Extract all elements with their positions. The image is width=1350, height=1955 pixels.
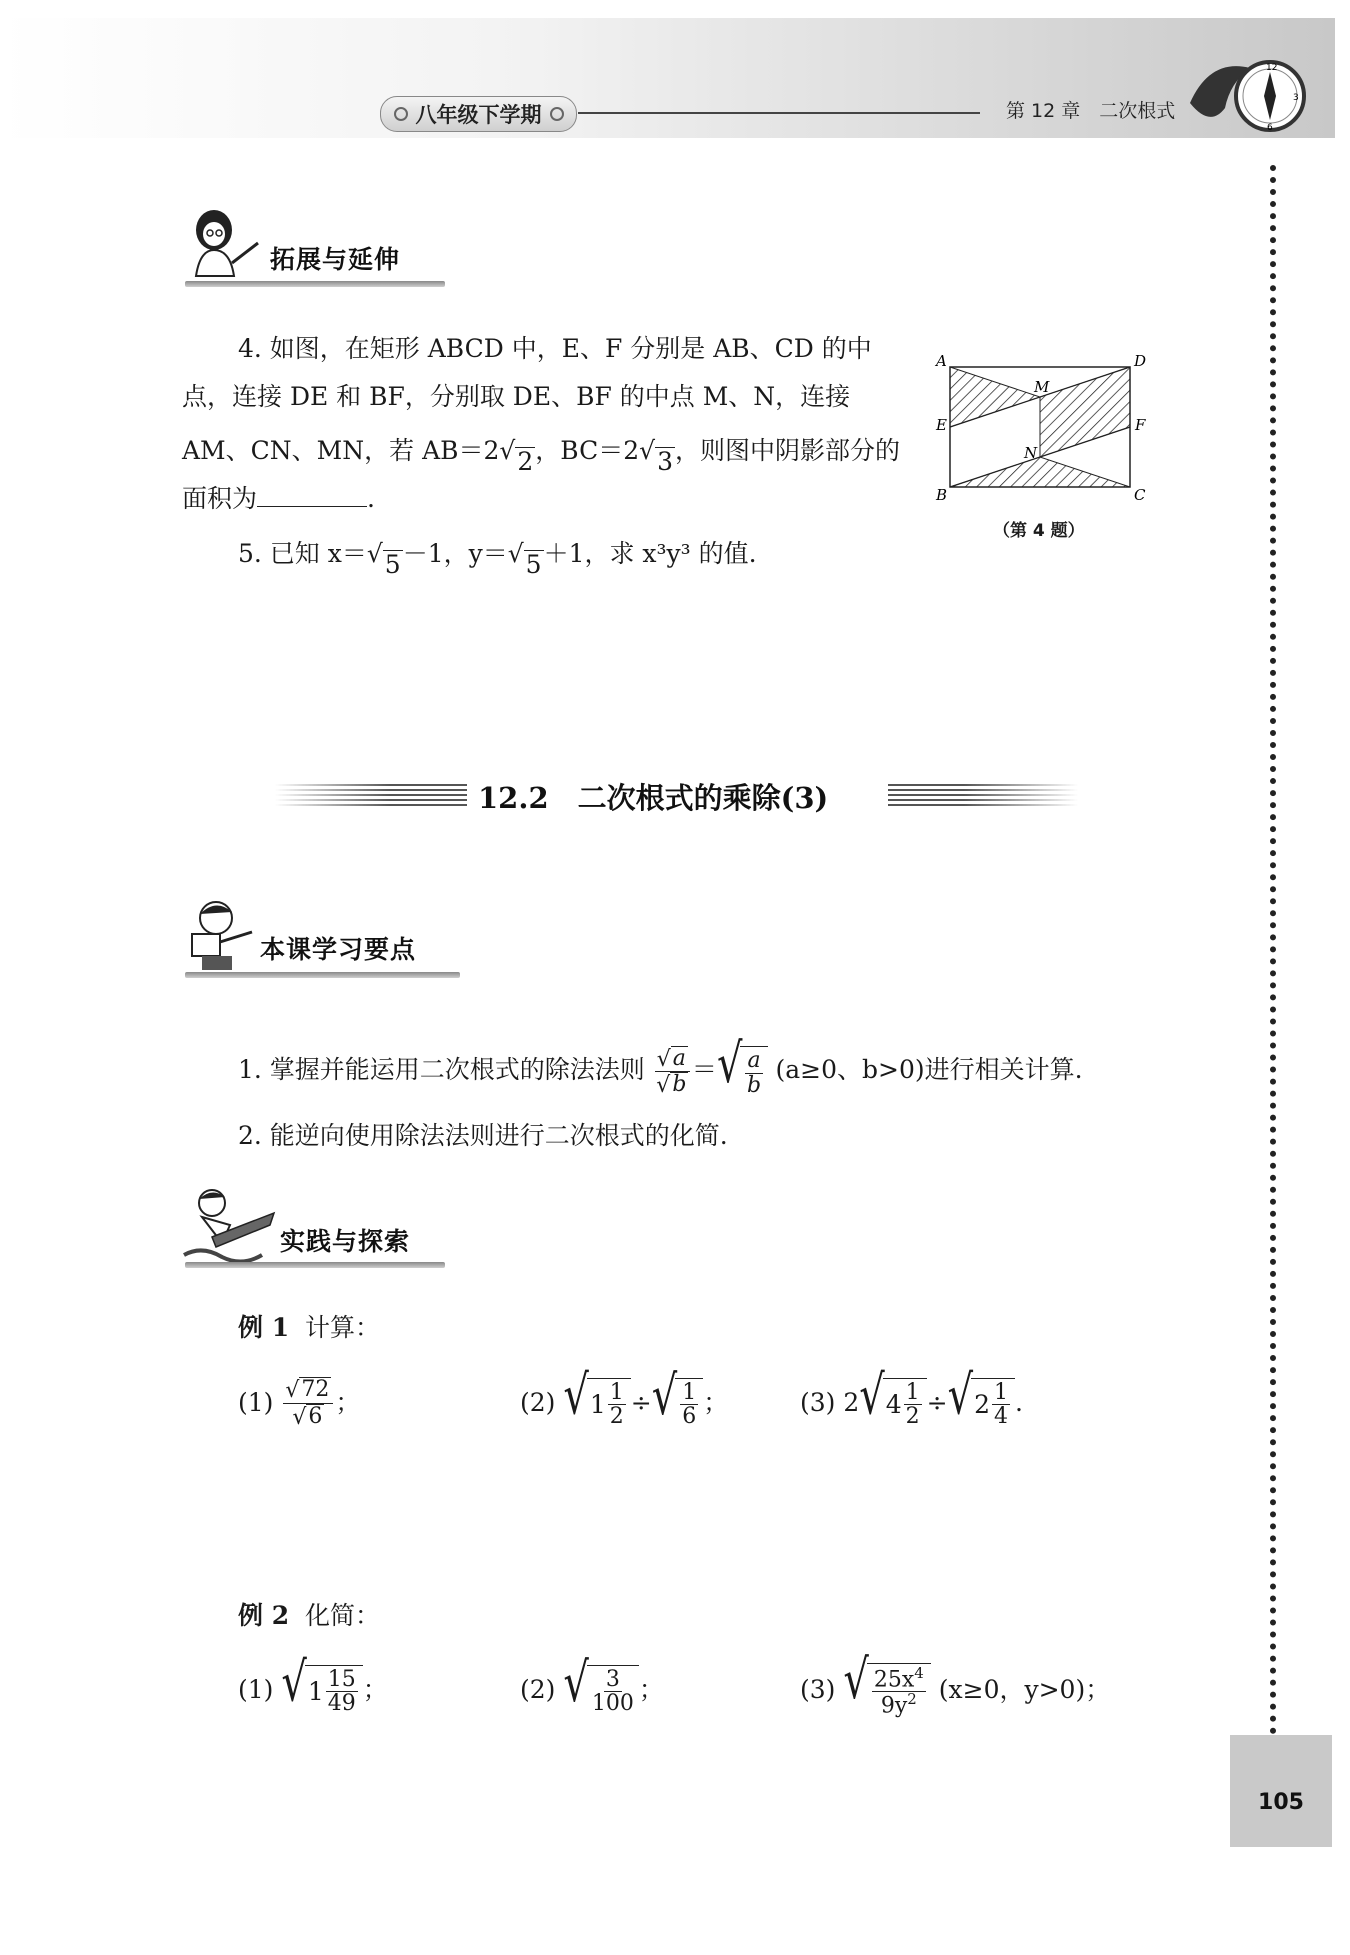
practice-label: 实践与探索 — [280, 1227, 411, 1256]
q5-a: 5. 已知 x＝ — [238, 539, 367, 568]
example-2-part-2 — [520, 1652, 664, 1725]
q4-end: . — [367, 484, 375, 513]
sqrt-mixed-2-1-4: √ 2 $\frac{1}{4}$ — [948, 1378, 1015, 1429]
q5-b: －1，y＝ — [402, 539, 508, 568]
sqrt-5b: √ 5 — [507, 539, 542, 579]
q4-line3-b: ，BC＝2 — [535, 436, 640, 465]
label-a: A — [936, 352, 947, 370]
circle-icon — [394, 107, 408, 121]
sqrt-1-6: √ $\frac{1}{6}$ — [652, 1378, 704, 1428]
equals-sign: ＝ — [691, 1055, 717, 1084]
figure-caption: （第 4 题） — [993, 521, 1085, 541]
teacher-mascot-icon — [182, 208, 262, 278]
margin-dots — [1270, 165, 1276, 1735]
q4-line3-c: ，则图中阴影部分的 — [674, 436, 900, 465]
label-d: D — [1134, 352, 1147, 370]
label-f: F — [1135, 416, 1146, 434]
semicolon: ； — [638, 1675, 664, 1704]
sqrt-mixed-4-1-2: √ 4 $\frac{1}{2}$ — [859, 1378, 926, 1429]
part-tag: (2) — [520, 1388, 556, 1417]
student-mascot-icon — [182, 898, 262, 978]
title-bar-left — [275, 784, 467, 806]
semicolon: ； — [703, 1388, 729, 1417]
sqrt-mixed-1-15-49: √ 1 $\frac{15}{49}$ — [281, 1665, 362, 1716]
q5-text — [238, 530, 757, 578]
section-title: 12.2 二次根式的乘除(3) — [478, 781, 829, 815]
q4-line4-text: 面积为 — [182, 484, 258, 513]
header-rule — [578, 112, 980, 114]
label-c: C — [1134, 486, 1146, 502]
part-tag: (1) — [238, 1675, 274, 1704]
label-b: B — [936, 486, 948, 502]
svg-text:3: 3 — [1293, 93, 1299, 103]
compass-icon — [1180, 48, 1310, 138]
frac-sqrt72-over-sqrt6: √ 72 √ 6 — [283, 1377, 333, 1428]
sqrt-a-over-b: √ $\frac{a}{b}$ — [717, 1046, 768, 1096]
title-bar-right — [888, 784, 1078, 806]
grade-badge — [380, 96, 577, 132]
example-1-part-2 — [520, 1364, 729, 1438]
surfer-mascot-icon — [182, 1185, 277, 1270]
divide-sign: ÷ — [926, 1388, 948, 1417]
condition: (x≥0，y>0)； — [938, 1675, 1111, 1704]
page-number: 105 — [1258, 1790, 1304, 1815]
svg-text:12: 12 — [1266, 63, 1278, 73]
key-points-label: 本课学习要点 — [260, 935, 417, 964]
q5-c: ＋1，求 x³y³ 的值. — [543, 539, 757, 568]
q4-line4 — [182, 475, 375, 523]
label-n: N — [1024, 444, 1038, 462]
example-2-title: 化简： — [305, 1601, 381, 1630]
q4-line1: 4. 如图，在矩形 ABCD 中，E、F 分别是 AB、CD 的中 — [238, 334, 872, 363]
part-tag: (2) — [520, 1675, 556, 1704]
example-1-part-1 — [238, 1368, 360, 1438]
sqrt-3: √ 3 — [639, 436, 673, 476]
example-2-part-3 — [800, 1648, 1111, 1725]
figure-rectangle-abcd — [930, 352, 1150, 502]
grade-label: 八年级下学期 — [415, 103, 542, 127]
semicolon: ； — [362, 1675, 388, 1704]
svg-text:6: 6 — [1267, 123, 1273, 133]
divide-sign: ÷ — [630, 1388, 652, 1417]
extension-label: 拓展与延伸 — [270, 245, 401, 274]
sqrt-mixed-1-1-2: √ 1 $\frac{1}{2}$ — [563, 1378, 630, 1429]
sqrt-5: √ 5 — [366, 539, 401, 579]
part-tag: (3) 2 — [800, 1388, 860, 1417]
q4-line3-a: AM、CN、MN，若 AB＝2 — [182, 436, 500, 465]
period: . — [1015, 1388, 1023, 1417]
answer-blank[interactable] — [257, 486, 367, 507]
key-points-underline — [185, 972, 460, 978]
q4-line3 — [182, 427, 900, 475]
example-1-title: 计算： — [305, 1313, 381, 1342]
label-m: M — [1034, 378, 1050, 396]
practice-underline — [185, 1262, 445, 1268]
example-1-part-3 — [800, 1364, 1023, 1438]
part-tag: (3) — [800, 1675, 836, 1704]
extension-underline — [185, 281, 445, 287]
key-point-1-condition: (a≥0、b>0)进行相关计算. — [775, 1055, 1083, 1084]
example-2-part-1 — [238, 1651, 388, 1725]
semicolon: ； — [335, 1388, 361, 1417]
key-point-1-text: 1. 掌握并能运用二次根式的除法法则 — [238, 1055, 645, 1084]
q4-line2: 点，连接 DE 和 BF，分别取 DE、BF 的中点 M、N，连接 — [182, 382, 851, 411]
key-point-2: 2. 能逆向使用除法法则进行二次根式的化简. — [238, 1121, 728, 1150]
example-2-label: 例 2 — [238, 1601, 290, 1630]
sqrt-25x4-over-9y2: √ $\frac{25x^4}{9y^2}$ — [843, 1663, 930, 1718]
frac-sqrt-a-over-sqrt-b: √ a √ b — [655, 1046, 690, 1097]
label-e: E — [936, 416, 947, 434]
key-point-1 — [238, 1033, 1083, 1100]
circle-icon — [550, 107, 564, 121]
example-1-heading — [238, 1304, 380, 1352]
example-2-heading — [238, 1592, 380, 1640]
chapter-label: 第 12 章 二次根式 — [1006, 100, 1176, 122]
sqrt-3-100: √ $\frac{3}{100}$ — [563, 1665, 639, 1715]
part-tag: (1) — [238, 1388, 274, 1417]
sqrt-2: √ 2 — [499, 436, 534, 476]
example-1-label: 例 1 — [238, 1313, 290, 1342]
